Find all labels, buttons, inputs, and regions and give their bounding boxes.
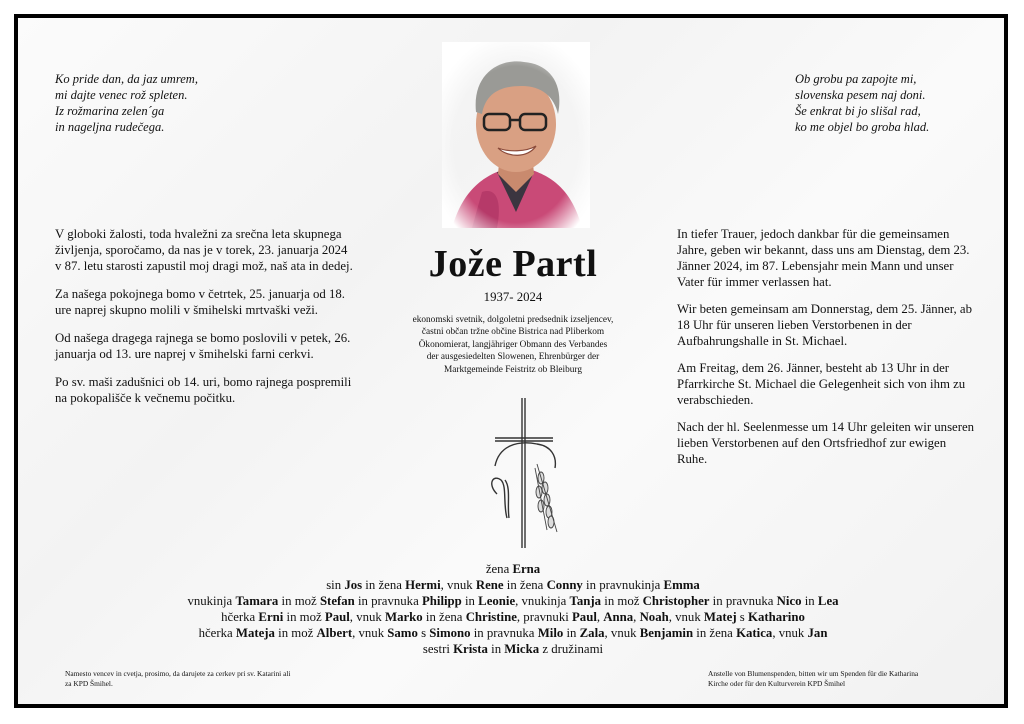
family-member-name: Benjamin <box>639 626 694 640</box>
family-member-name: Paul <box>571 610 597 624</box>
family-member-name: Emma <box>663 578 700 592</box>
relation-text: in žena <box>422 610 466 624</box>
relation-text: in pravnukinja <box>582 578 664 592</box>
family-member-name: Marko <box>385 610 423 624</box>
family-member-name: Krista <box>453 642 488 656</box>
family-member-name: Hermi <box>405 578 441 592</box>
slovenian-announcement <box>55 226 355 418</box>
verse-line: Iz rožmarina zelen´ga <box>55 104 165 118</box>
portrait-photo <box>442 42 590 228</box>
paragraph: Nach der hl. Seelenmesse um 14 Uhr geleiten wir unseren lieben Verstorbenen auf den Ortsfriedhof zur ewigen Ruhe. <box>677 420 975 466</box>
relation-text: , pravnuki <box>516 610 572 624</box>
family-line <box>118 625 908 641</box>
family-line <box>118 593 908 609</box>
family-member-name: Paul <box>324 610 350 624</box>
note-line: Kirche oder für den Kulturverein KPD Šmihel <box>708 679 846 688</box>
paragraph: V globoki žalosti, toda hvaležni za srečna leta skupnega življenja, sporočamo, da nas je v torek, 23. januarja 2024 v 87. letu starosti zapustil moj dragi mož, naš ata in dedej. <box>55 227 353 273</box>
relation-text: sestri <box>422 642 454 656</box>
title-line: častni občan tržne občine Bistrica nad Pliberkom <box>421 327 605 338</box>
family-member-name: Albert <box>316 626 353 640</box>
verse-line: Ko pride dan, da jaz umrem, <box>55 72 198 86</box>
relation-text: vnukinja <box>187 594 236 608</box>
relation-text: in <box>487 642 505 656</box>
title-line: der ausgesiedelten Slowenen, Ehrenbürger der <box>426 352 600 363</box>
deceased-name: Jože Partl <box>428 243 598 285</box>
note-line: za KPD Šmihel. <box>65 679 113 688</box>
relation-text: in mož <box>601 594 643 608</box>
relation-text: in <box>563 626 580 640</box>
family-line <box>118 577 908 593</box>
relation-text: in žena <box>693 626 737 640</box>
note-line: Namesto vencev in cvetja, prosimo, da darujete za cerkev pri sv. Katarini ali <box>65 669 291 678</box>
relation-text: in <box>461 594 479 608</box>
relation-text: , vnuk <box>440 578 476 592</box>
relation-text: z družinami <box>539 642 604 656</box>
paragraph: Od našega dragega rajnega se bomo poslovili v petek, 26. januarja od 13. ure naprej v šmihelski farni cerkvi. <box>55 331 351 361</box>
family-member-name: Mateja <box>235 626 275 640</box>
family-member-name: Katharino <box>748 610 805 624</box>
relation-text: in <box>801 594 818 608</box>
verse-slovenian <box>55 71 198 135</box>
verse-line: Še enkrat bi jo slišal rad, <box>795 104 921 118</box>
note-line: Anstelle von Blumenspenden, bitten wir um Spenden für die Katharina <box>708 669 919 678</box>
family-member-name: Rene <box>475 578 504 592</box>
verse-line: Ob grobu pa zapojte mi, <box>795 72 917 86</box>
title-line: Marktgemeinde Feistritz ob Bleiburg <box>444 364 582 375</box>
family-member-name: Lea <box>817 594 839 608</box>
relation-text: , vnuk <box>772 626 808 640</box>
family-member-name: Conny <box>546 578 583 592</box>
relation-text: hčerka <box>221 610 259 624</box>
donation-note-slovenian <box>65 669 365 689</box>
verse-line: in nageljna rudečega. <box>55 120 165 134</box>
relation-text: in pravnuka <box>709 594 777 608</box>
german-announcement <box>677 226 977 478</box>
family-member-name: Christine <box>465 610 517 624</box>
paragraph: Po sv. maši zadušnici ob 14. uri, bomo rajnega pospremili na pokopališče k večnemu počitku. <box>55 375 352 405</box>
verse-line: ko me objel bo groba hlad. <box>795 120 930 134</box>
family-member-name: Leonie <box>478 594 516 608</box>
paragraph: Am Freitag, dem 26. Jänner, besteht ab 13 Uhr in der Pfarrkirche St. Michael die Gelegenheit sich von ihm zu verabschieden. <box>677 361 966 407</box>
relation-text: in mož <box>274 626 317 640</box>
family-member-name: Matej <box>703 610 737 624</box>
family-member-name: Tanja <box>569 594 602 608</box>
verse-line: slovenska pesem naj doni. <box>795 88 926 102</box>
relation-text: in mož <box>278 594 320 608</box>
family-member-name: Philipp <box>421 594 462 608</box>
relation-text: s <box>736 610 748 624</box>
family-member-name: Tamara <box>235 594 279 608</box>
family-line <box>118 641 908 657</box>
family-member-name: Erna <box>512 562 541 576</box>
family-member-name: Milo <box>537 626 564 640</box>
donation-note-german <box>708 669 958 689</box>
family-member-name: Katica <box>736 626 773 640</box>
relation-text: in mož <box>283 610 325 624</box>
portrait-image <box>442 42 590 228</box>
relation-text: sin <box>326 578 345 592</box>
title-line: ekonomski svetnik, dolgoletni predsednik izseljencev, <box>412 315 614 325</box>
paragraph: Za našega pokojnega bomo v četrtek, 25. januarja od 18. ure naprej skupno molili v šmihelski mrtvaški veži. <box>55 287 345 317</box>
verse-slovenian-right <box>795 71 929 135</box>
relation-text: , <box>633 610 640 624</box>
obituary-card <box>14 14 1008 708</box>
family-member-name: Jos <box>344 578 363 592</box>
deceased-titles <box>368 314 658 376</box>
family-member-name: Simono <box>429 626 471 640</box>
cross-with-wheat-icon <box>477 394 567 550</box>
family-member-name: Anna <box>603 610 634 624</box>
family-list <box>118 561 908 657</box>
relation-text: , vnuk <box>349 610 385 624</box>
verse-line: mi dajte venec rož spleten. <box>55 88 188 102</box>
family-member-name: Micka <box>504 642 540 656</box>
family-member-name: Noah <box>639 610 669 624</box>
paragraph: In tiefer Trauer, jedoch dankbar für die gemeinsamen Jahre, geben wir bekannt, dass uns am Dienstag, dem 23. Jänner 2024, im 87. Lebensjahr mein Mann und unser Vater für immer verlassen hat. <box>677 227 970 289</box>
family-member-name: Samo <box>387 626 418 640</box>
relation-text: in žena <box>362 578 406 592</box>
family-member-name: Erni <box>258 610 284 624</box>
relation-text: , <box>596 610 604 624</box>
title-line: Ökonomierat, langjähriger Obmann des Verbandes <box>418 339 608 350</box>
relation-text: , vnuk <box>352 626 388 640</box>
relation-text: in žena <box>503 578 547 592</box>
relation-text: , vnuk <box>668 610 704 624</box>
relation-text: , vnukinja <box>515 594 570 608</box>
relation-text: s <box>417 626 430 640</box>
relation-text: , vnuk <box>604 626 640 640</box>
relation-text: žena <box>485 562 513 576</box>
relation-text: in pravnuka <box>470 626 538 640</box>
life-years: 1937- 2024 <box>483 290 543 304</box>
relation-text: in pravnuka <box>354 594 422 608</box>
family-line <box>118 609 908 625</box>
family-member-name: Nico <box>776 594 802 608</box>
family-line <box>118 561 908 577</box>
family-member-name: Christopher <box>642 594 710 608</box>
family-member-name: Stefan <box>319 594 355 608</box>
family-member-name: Zala <box>579 626 605 640</box>
relation-text: hčerka <box>198 626 236 640</box>
paragraph: Wir beten gemeinsam am Donnerstag, dem 25. Jänner, ab 18 Uhr für unseren lieben Verstorbenen in der Aufbahrungshalle in St. Michael. <box>677 302 972 348</box>
family-member-name: Jan <box>807 626 828 640</box>
